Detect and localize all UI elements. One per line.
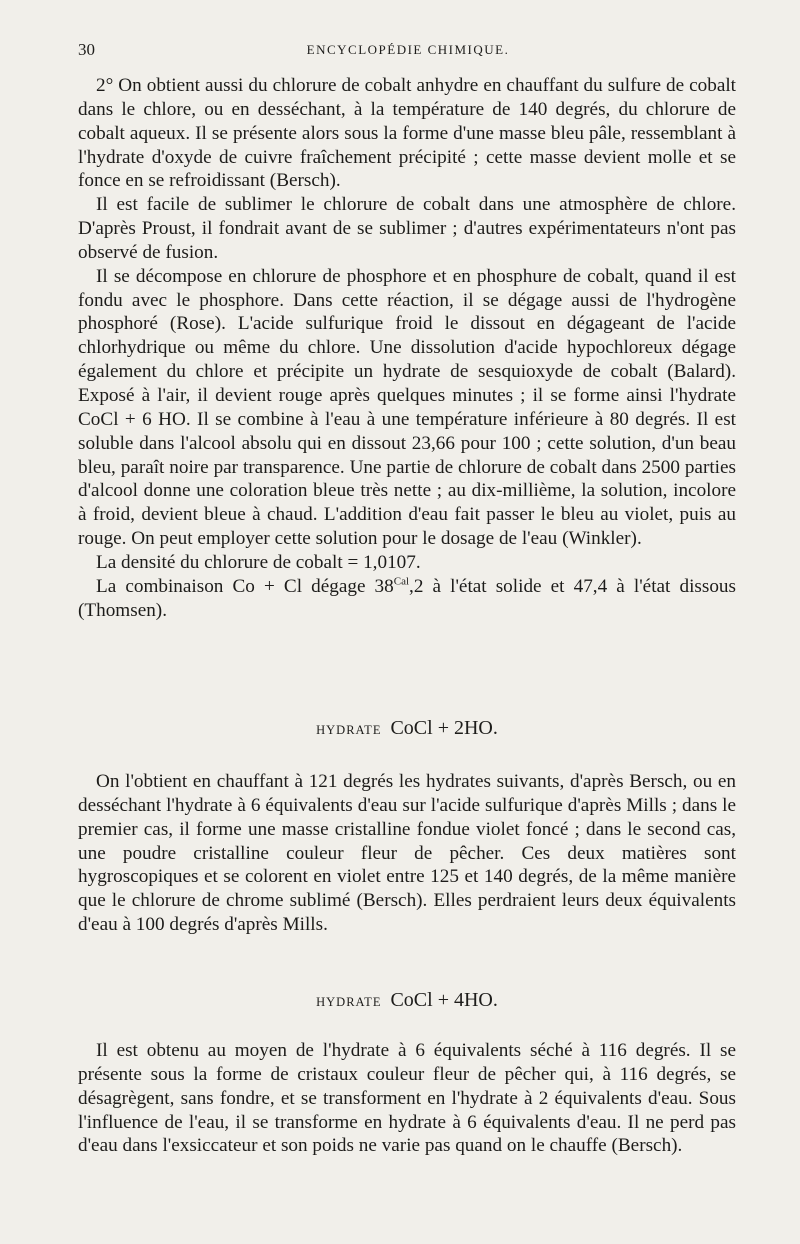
running-title: ENCYCLOPÉDIE CHIMIQUE. (306, 42, 510, 57)
paragraph: Il se décompose en chlorure de phosphore et en phosphure de cobalt, quand il est fondu avec le phosphore. Dans cette réaction, il se dégage aussi de l'hydrogène phosphoré (Rose). L'acide sulfurique froid le dissout en dégageant de l'acide chlorhydrique ou même du chlore. Une dissolution d'acide hypochloreux dégage également du chlore et précipite un hydrate de sesquioxyde de cobalt (Balard). Exposé à l'air, il devient rouge après quelques minutes ; il se forme ainsi l'hydrate CoCl + 6 HO. Il se combine à l'eau à une température inférieure à 80 degrés. Il est soluble dans l'alcool absolu qui en dissout 23,66 pour 100 ; cette solution, d'un beau bleu, paraît noire par transparence. Une partie de chlorure de cobalt dans 2500 parties d'alcool donne une coloration bleue très nette ; au dix-millième, la solution, incolore à froid, devient bleue à chaud. L'addition d'eau fait passer le bleu au violet, puis au rouge. On peut employer cette solution pour le dosage de l'eau (Winkler). (78, 265, 736, 550)
chlorure-anhydre-section (78, 74, 736, 622)
section-heading (78, 989, 736, 1012)
paragraph-text: La combinaison Co + Cl dégage 38 (96, 575, 394, 597)
heading-formula: CoCl + 2HO. (390, 717, 498, 739)
paragraph: Il est facile de sublimer le chlorure de cobalt dans une atmosphère de chlore. D'après Proust, il fondrait avant de se sublimer ; d'autres expérimentateurs n'ont pas observé de fusion. (78, 194, 736, 263)
page-number: 30 (78, 40, 95, 59)
heading-label: HYDRATE (316, 723, 382, 737)
paragraph: Il est obtenu au moyen de l'hydrate à 6 équivalents séché à 116 degrés. Il se présente sous la forme de cristaux couleur fleur de pêcher qui, à 116 degrés, se désagrègent, sans fondre, et se transforment en l'hydrate à 2 équivalents d'eau. Sous l'influence de l'eau, il se transforme en hydrate à 6 équivalents d'eau. Il ne perd pas d'eau dans l'exsiccateur et son poids ne varie pas quand on le chauffe (Bersch). (78, 1040, 736, 1157)
paragraph-text: ,2 à l'état solide et 47,4 à l'état dissous (Thomsen). (78, 575, 736, 621)
calorie-superscript: Cal (393, 575, 410, 588)
paragraph: On l'obtient en chauffant à 121 degrés les hydrates suivants, d'après Bersch, ou en desséchant l'hydrate à 6 équivalents d'eau sur l'acide sulfurique d'après Mills ; dans le premier cas, il forme une masse cristalline fondue violet foncé ; dans le second cas, une poudre cristalline couleur fleur de pêcher. Ces deux matières sont hygroscopiques et se colorent en violet entre 125 et 140 degrés, de la même manière que le chlorure de chrome sublimé (Bersch). Elles perdraient leurs deux équivalents d'eau à 100 degrés d'après Mills. (78, 771, 736, 936)
heading-formula: CoCl + 4HO. (390, 989, 498, 1011)
section-heading (78, 717, 736, 740)
page-header (78, 40, 738, 64)
hydrate-2ho-section (78, 770, 736, 937)
paragraph-thomsen (78, 575, 736, 623)
paragraph: 2° On obtient aussi du chlorure de cobalt anhydre en chauffant du sulfure de cobalt dans le chlore, ou en desséchant, à la température de 140 degrés, du chlorure de cobalt aqueux. Il se présente alors sous la forme d'une masse bleu pâle, ressemblant à l'hydrate d'oxyde de cuivre fraîchement précipité ; cette masse devient molle et se fonce en se refroidissant (Bersch). (78, 75, 736, 192)
hydrate-4ho-section (78, 1039, 736, 1158)
paragraph: La densité du chlorure de cobalt = 1,0107. (96, 551, 421, 573)
heading-label: HYDRATE (316, 995, 382, 1009)
